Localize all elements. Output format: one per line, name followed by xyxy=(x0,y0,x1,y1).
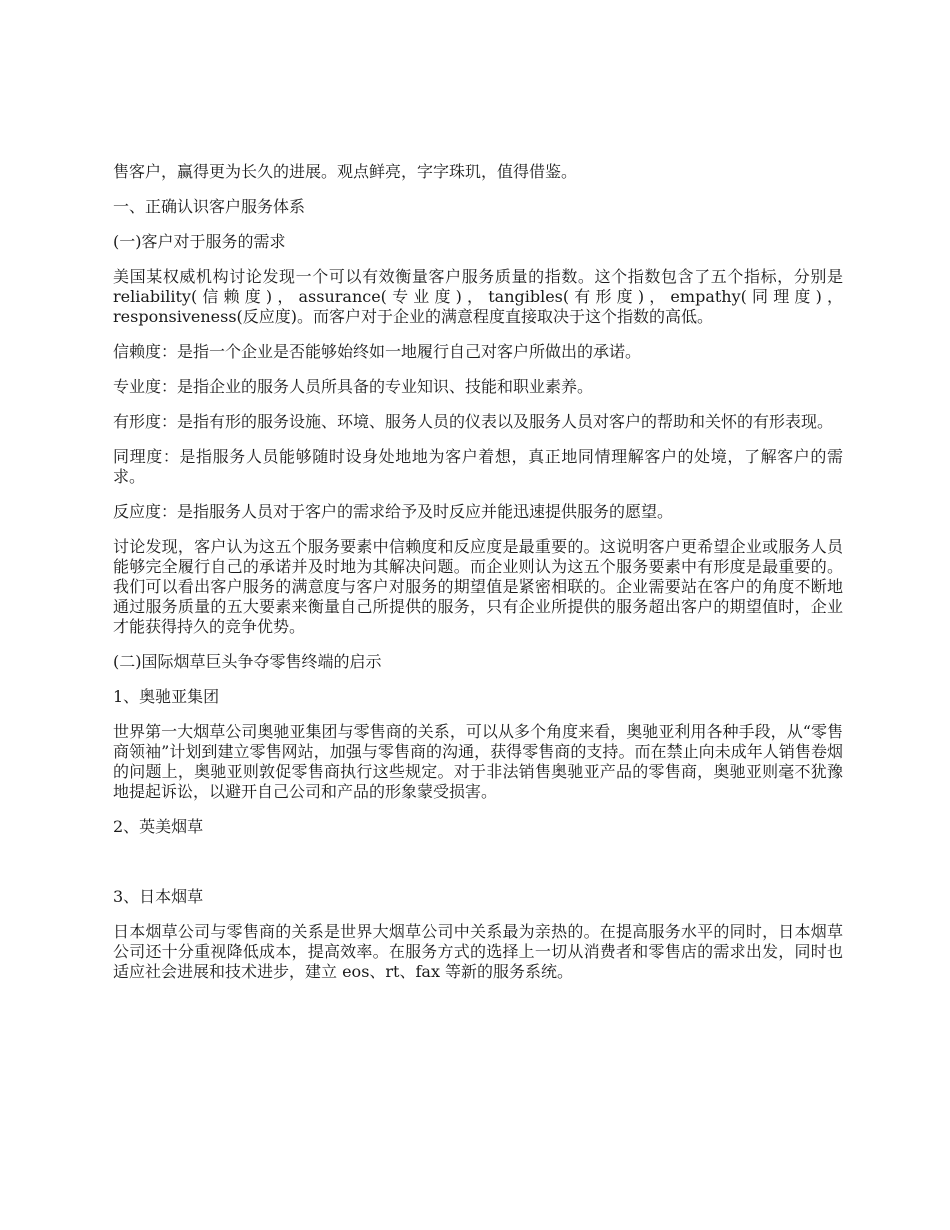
definition-assurance: 专业度：是指企业的服务人员所具备的专业知识、技能和职业素养。 xyxy=(113,377,594,396)
paragraph-japan-tobacco: 日本烟草公司与零售商的关系是世界大烟草公司中关系最为亲热的。在提高服务水平的同时，日本烟草公司还十分重视降低成本，提高效率。在服务方式的选择上一切从消费者和零售店的需求出发，同时也适应社会进展和技术进步，建立 eos、rt、fax 等新的服务系统。 xyxy=(113,922,843,981)
paragraph-research-findings: 讨论发现，客户认为这五个服务要素中信赖度和反应度是最重要的。这说明客户更希望企业或服务人员能够完全履行自己的承诺并及时地为其解决问题。而企业则认为这五个服务要素中有形度是最重要的。我们可以看出客户服务的满意度与客户对服务的期望值是紧密相联的。企业需要站在客户的角度不断地通过服务质量的五大要素来衡量自己所提供的服务，只有企业所提供的服务超出客户的期望值时，企业才能获得持久的竞争优势。 xyxy=(113,537,843,636)
section-heading-customer-service-system: 一、正确认识客户服务体系 xyxy=(113,197,306,216)
item-heading-japan-tobacco: 3、日本烟草 xyxy=(113,887,204,906)
subsection-heading-service-needs: (一)客户对于服务的需求 xyxy=(113,232,286,251)
item-heading-bat: 2、英美烟草 xyxy=(113,817,204,836)
subsection-heading-tobacco-giants: (二)国际烟草巨头争夺零售终端的启示 xyxy=(113,652,382,671)
intro-closing-paragraph: 售客户，赢得更为长久的进展。观点鲜亮，字字珠玑，值得借鉴。 xyxy=(113,162,578,181)
paragraph-service-quality-index: 美国某权威机构讨论发现一个可以有效衡量客户服务质量的指数。这个指数包含了五个指标，分别是 reliability(信赖度)，assurance(专业度)，tangibles(有形度)，empathy(同理度)，responsiveness(反应度)。而客户对于企业的满意程度直接取决于这个指数的高低。 xyxy=(113,267,843,326)
definition-reliability: 信赖度：是指一个企业是否能够始终如一地履行自己对客户所做出的承诺。 xyxy=(113,342,642,361)
definition-tangibles: 有形度：是指有形的服务设施、环境、服务人员的仪表以及服务人员对客户的帮助和关怀的有形表现。 xyxy=(113,412,834,431)
item-heading-altria: 1、奥驰亚集团 xyxy=(113,687,220,706)
definition-responsiveness: 反应度：是指服务人员对于客户的需求给予及时反应并能迅速提供服务的愿望。 xyxy=(113,502,674,521)
definition-empathy: 同理度：是指服务人员能够随时设身处地地为客户着想，真正地同情理解客户的处境，了解客户的需求。 xyxy=(113,447,843,486)
document-body xyxy=(113,162,843,997)
paragraph-altria: 世界第一大烟草公司奥驰亚集团与零售商的关系，可以从多个角度来看，奥驰亚利用各种手段，从“零售商领袖”计划到建立零售网站，加强与零售商的沟通，获得零售商的支持。而在禁止向未成年人销售卷烟的问题上，奥驰亚则敦促零售商执行这些规定。对于非法销售奥驰亚产品的零售商，奥驰亚则毫不犹豫地提起诉讼，以避开自己公司和产品的形象蒙受损害。 xyxy=(113,722,843,801)
